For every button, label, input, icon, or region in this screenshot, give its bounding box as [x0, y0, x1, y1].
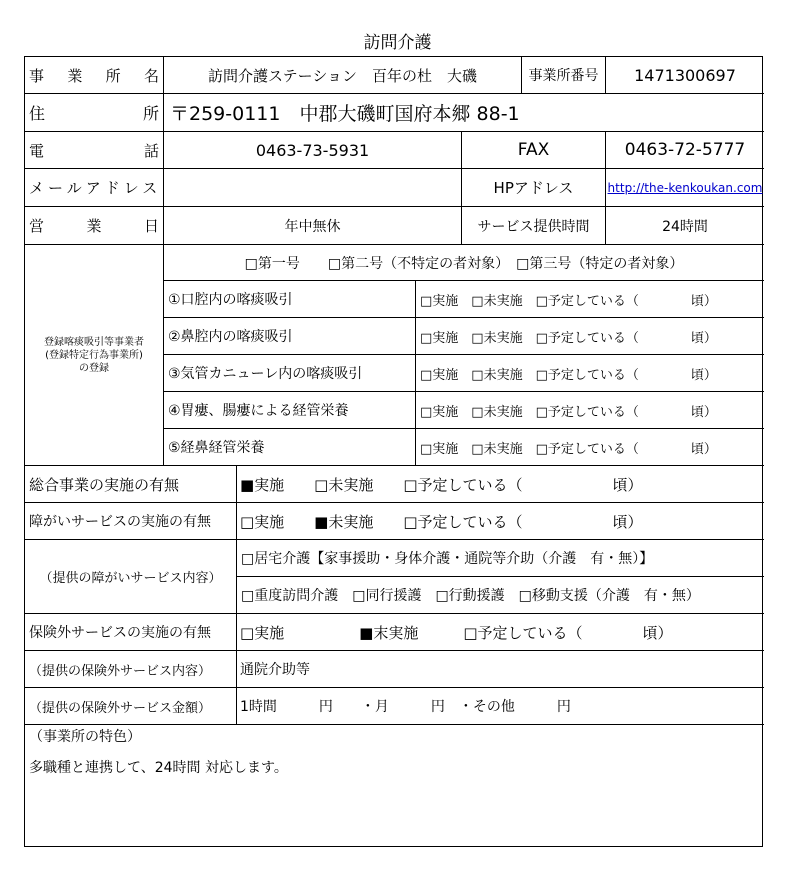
suction-status[interactable]: □実施 □未実施 □予定している（ 頃）: [420, 367, 717, 383]
email-value[interactable]: [164, 169, 461, 206]
business-days-value: 年中無休: [284, 218, 341, 235]
features-label: （事業所の特色）: [29, 729, 141, 745]
suction-status[interactable]: □実施 □未実施 □予定している（ 頃）: [420, 293, 717, 309]
disability-status[interactable]: □実施 ■未実施 □予定している（ 頃）: [240, 512, 643, 531]
suction-status[interactable]: □実施 □未実施 □予定している（ 頃）: [420, 404, 717, 420]
fax-label: FAX: [517, 140, 550, 160]
non-insurance-fee-value: 1時間 円 ・月 円 ・その他 円: [240, 699, 571, 715]
non-insurance-content-label: （提供の保険外サービス内容）: [29, 663, 212, 679]
office-number-label: 事業所番号: [528, 68, 599, 84]
business-days-label: 営 業 日: [29, 217, 159, 235]
fax-value: 0463-72-5777: [624, 140, 746, 160]
suction-item: ③気管カニューレ内の喀痰吸引: [168, 366, 363, 382]
suction-status[interactable]: □実施 □未実施 □予定している（ 頃）: [420, 441, 717, 457]
homepage-link[interactable]: http://the-kenkoukan.com: [607, 180, 763, 195]
suction-item: ②鼻腔内の喀痰吸引: [168, 329, 293, 345]
office-name-label: 事 業 所 名: [29, 66, 159, 85]
suction-registration-label: 登録喀痰吸引等事業者 (登録特定行為事業所) の登録: [44, 336, 144, 374]
disability-label: 障がいサービスの実施の有無: [29, 514, 211, 530]
suction-item: ⑤経鼻経管栄養: [168, 440, 265, 456]
features-value: 多職種と連携して、24時間 対応します。: [29, 760, 288, 776]
phone-value: 0463-73-5931: [255, 140, 370, 160]
disability-content-label: （提供の障がいサービス内容）: [39, 571, 222, 586]
suction-item: ①口腔内の喀痰吸引: [168, 292, 293, 308]
service-hours-value: 24時間: [662, 218, 708, 235]
facility-info-table: [24, 56, 763, 847]
comprehensive-status[interactable]: ■実施 □未実施 □予定している（ 頃）: [240, 475, 643, 494]
suction-item: ④胃瘻、腸瘻による経管栄養: [168, 403, 349, 419]
office-number-value: 1471300697: [634, 65, 736, 85]
homepage-label: HPアドレス: [493, 179, 574, 197]
address-value: 〒259-0111 中郡大磯町国府本郷 88-1: [170, 103, 520, 125]
disability-content-line2[interactable]: □重度訪問介護 □同行援護 □行動援護 □移動支援（介護 有・無）: [241, 588, 700, 604]
suction-status[interactable]: □実施 □未実施 □予定している（ 頃）: [420, 330, 717, 346]
comprehensive-label: 総合事業の実施の有無: [29, 475, 180, 494]
service-hours-label: サービス提供時間: [477, 218, 590, 235]
non-insurance-content-value: 通院介助等: [240, 662, 310, 678]
non-insurance-fee-label: （提供の保険外サービス金額）: [29, 700, 212, 716]
address-label: 住 所: [29, 104, 159, 123]
email-label: メールアドレス: [29, 179, 162, 197]
page-title: 訪問介護: [363, 33, 432, 53]
suction-categories[interactable]: □第一号 □第二号（不特定の者対象） □第三号（特定の者対象）: [244, 255, 684, 272]
non-insurance-label: 保険外サービスの実施の有無: [29, 625, 211, 641]
disability-content-line1[interactable]: □居宅介護【家事援助・身体介護・通院等介助（介護 有・無）】: [241, 551, 654, 567]
office-name-value: 訪問介護ステーション 百年の杜 大磯: [207, 66, 478, 85]
phone-label: 電 話: [29, 141, 159, 160]
non-insurance-status[interactable]: □実施 ■末実施 □予定している（ 頃）: [240, 623, 673, 642]
